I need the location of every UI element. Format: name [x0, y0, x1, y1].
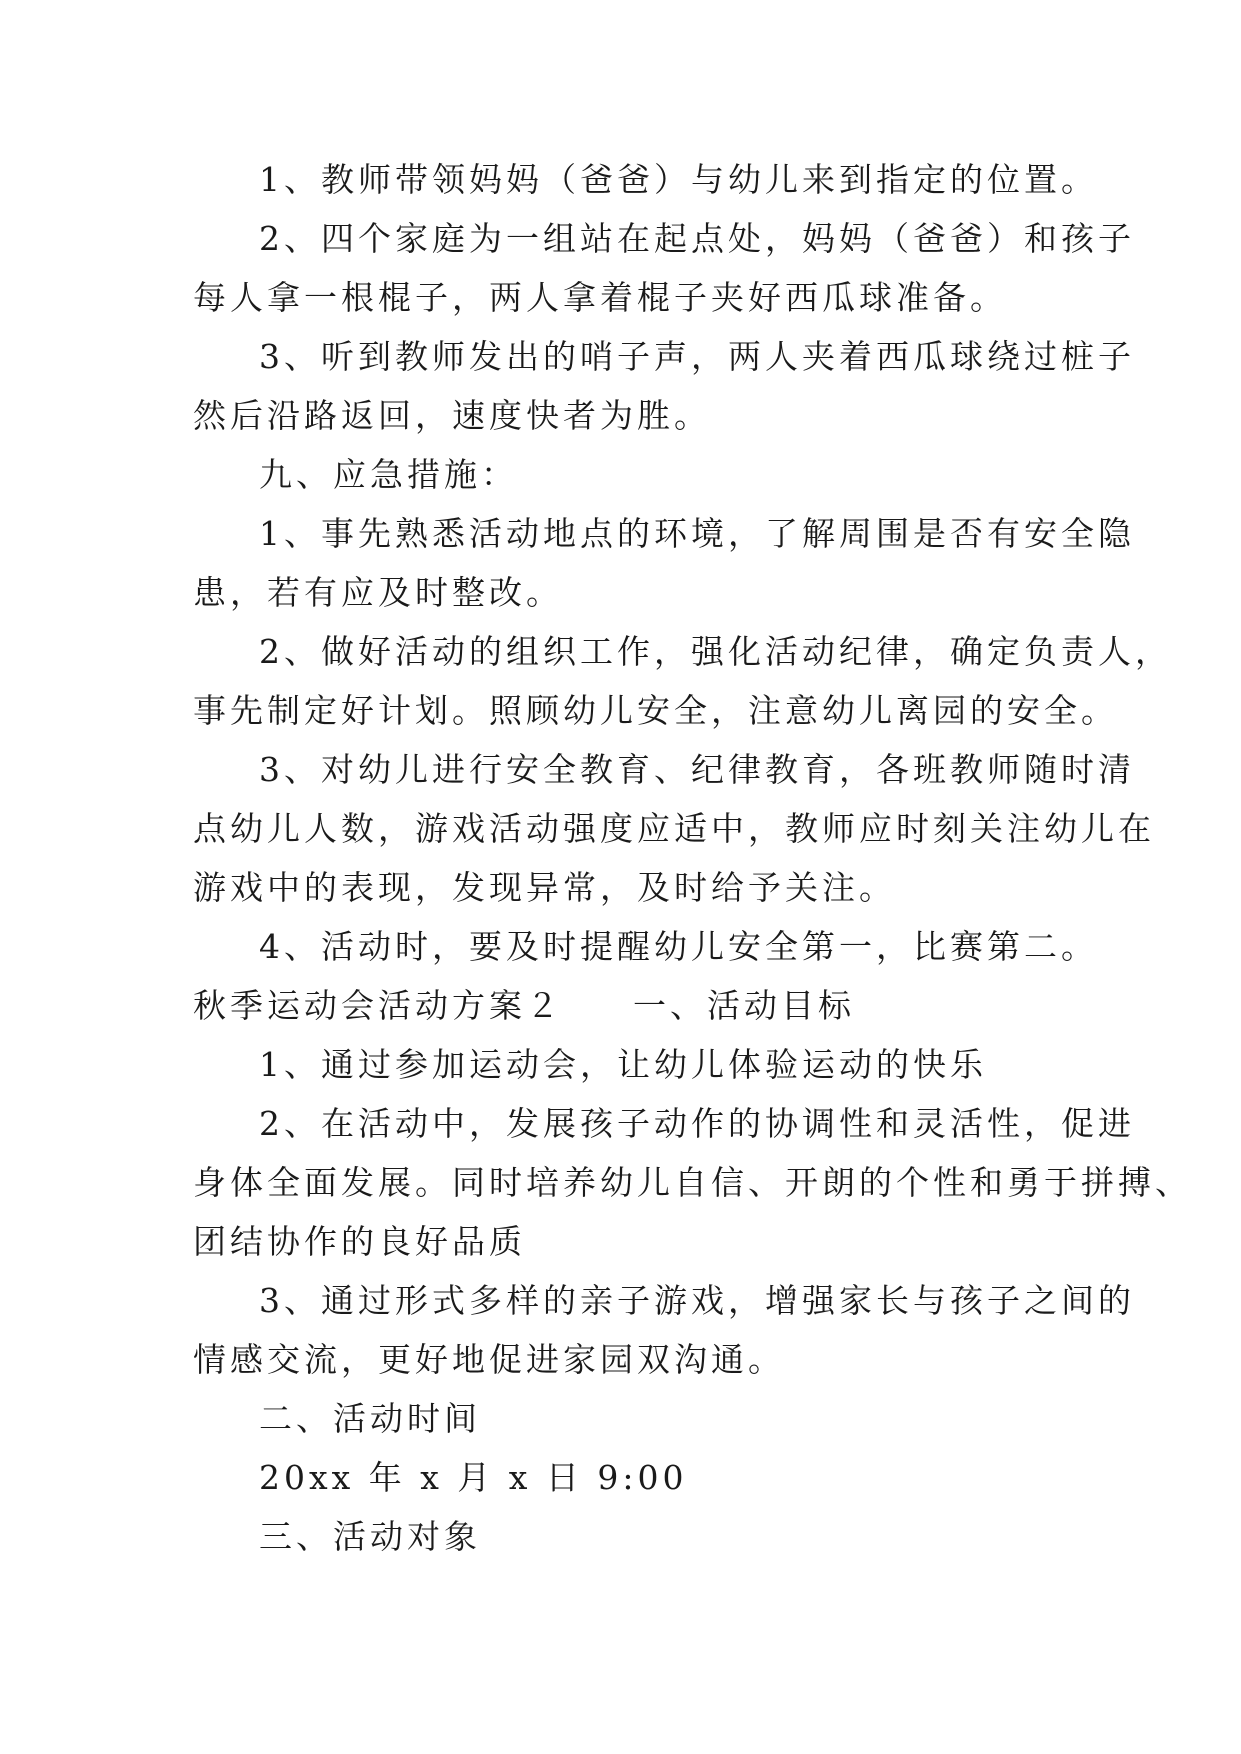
- text-line: 3、通过形式多样的亲子游戏，增强家长与孩子之间的: [259, 1281, 1135, 1320]
- text-line: 1、教师带领妈妈（爸爸）与幼儿来到指定的位置。: [259, 160, 1098, 199]
- text-line: 点幼儿人数，游戏活动强度应适中，教师应时刻关注幼儿在: [193, 809, 1155, 848]
- text-line: 情感交流，更好地促进家园双沟通。: [193, 1340, 785, 1379]
- text-line: 2、做好活动的组织工作，强化活动纪律，确定负责人，: [259, 632, 1172, 671]
- text-line: 患，若有应及时整改。: [193, 573, 563, 612]
- section-heading: 九、应急措施：: [259, 455, 518, 494]
- text-line: 4、活动时，要及时提醒幼儿安全第一，比赛第二。: [259, 927, 1098, 966]
- document-body: [193, 150, 1192, 1566]
- text-line: 1、通过参加运动会，让幼儿体验运动的快乐: [259, 1045, 987, 1084]
- text-line: 团结协作的良好品质: [193, 1222, 526, 1261]
- text-line: 每人拿一根棍子，两人拿着棍子夹好西瓜球准备。: [193, 278, 1007, 317]
- section-heading: 一、活动目标: [633, 986, 855, 1025]
- section-heading: 二、活动时间: [259, 1399, 481, 1438]
- date-line: 20xx 年 x 月 x 日 9:00: [259, 1458, 688, 1497]
- text-line: 事先制定好计划。照顾幼儿安全，注意幼儿离园的安全。: [193, 691, 1118, 730]
- document-section-title-line: [193, 976, 1053, 1035]
- text-line: 游戏中的表现，发现异常，及时给予关注。: [193, 868, 896, 907]
- document-section-title: 秋季运动会活动方案２: [193, 986, 563, 1025]
- text-line: 3、听到教师发出的哨子声，两人夹着西瓜球绕过桩子: [259, 337, 1135, 376]
- text-line: 3、对幼儿进行安全教育、纪律教育，各班教师随时清: [259, 750, 1135, 789]
- text-line: 然后沿路返回，速度快者为胜。: [193, 396, 711, 435]
- text-line: 1、事先熟悉活动地点的环境，了解周围是否有安全隐: [259, 514, 1135, 553]
- text-line: 身体全面发展。同时培养幼儿自信、开朗的个性和勇于拼搏、: [193, 1163, 1192, 1202]
- text-line: 2、四个家庭为一组站在起点处，妈妈（爸爸）和孩子: [259, 219, 1135, 258]
- section-heading: 三、活动对象: [259, 1517, 481, 1556]
- text-line: 2、在活动中，发展孩子动作的协调性和灵活性，促进: [259, 1104, 1135, 1143]
